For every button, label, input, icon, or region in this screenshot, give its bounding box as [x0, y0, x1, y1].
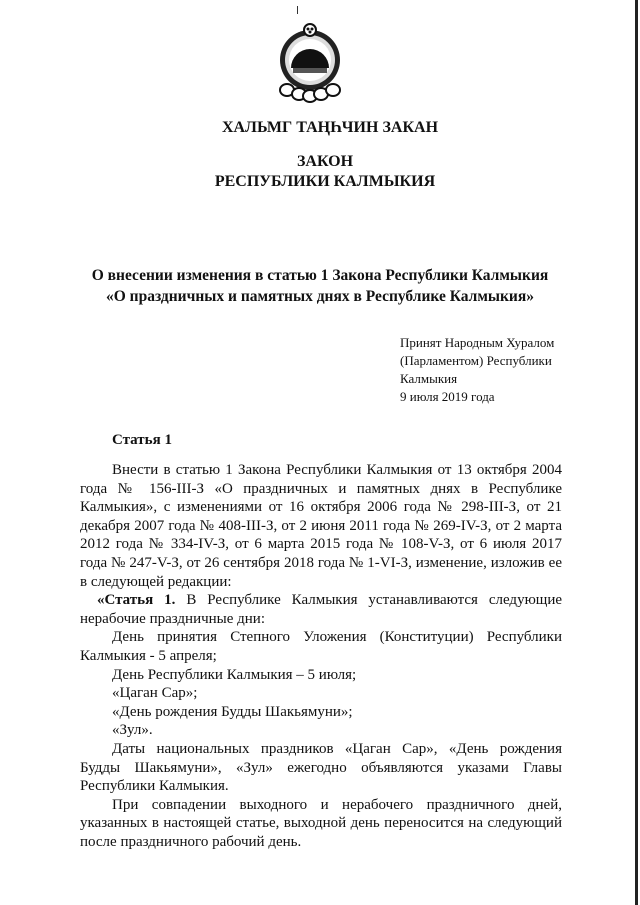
body-line: Даты национальных праздников «Цаган Сар», «День рождения	[112, 740, 562, 757]
article-body	[80, 461, 562, 851]
body-line: указанных в настоящей статье, выходной день переносится на следующий	[80, 815, 562, 832]
body-line: Калмыкия», с изменениями от 16 октября 2006 года № 298-III-З, от 21	[80, 499, 562, 516]
body-line: нерабочие праздничные дни:	[80, 610, 266, 627]
title-republic: РЕСПУБЛИКИ КАЛМЫКИЯ	[214, 173, 436, 190]
body-line: 2012 года № 334-IV-З, от 6 марта 2015 года № 108-V-З, от 6 июля 2017	[80, 536, 562, 553]
body-line: года № 247-V-З, от 26 сентября 2018 года № 1-VI-З, изменение, изложив ее	[80, 554, 562, 571]
body-line: декабря 2007 года № 408-III-З, от 2 июня 2011 года № 269-IV-З, от 2 марта	[80, 517, 562, 534]
heading-line-2: «О праздничных и памятных днях в Республике Калмыкия»	[105, 288, 534, 305]
body-line: после праздничного рабочий день.	[80, 833, 302, 850]
body-line: «День рождения Будды Шакьямуни»;	[112, 703, 353, 720]
adoption-line-2: (Парламентом) Республики	[400, 353, 552, 368]
body-line: «Зул».	[112, 722, 153, 739]
title-kalmyk: ХАЛЬМГ ТАҢҺЧИН ЗАКАН	[221, 119, 439, 136]
adoption-date: 9 июля 2019 года	[400, 389, 495, 404]
body-line: При совпадении выходного и нерабочего праздничного дней,	[112, 796, 562, 813]
body-line	[80, 591, 562, 610]
body-text: В Республике Калмыкия устанавливаются следующие	[186, 592, 563, 609]
body-line: Внести в статью 1 Закона Республики Калмыкия от 13 октября 2004	[112, 462, 562, 478]
body-line: Республики Калмыкия.	[80, 778, 229, 795]
article-1-label: «Статья 1.	[97, 592, 176, 609]
body-line: «Цаган Сар»;	[112, 685, 198, 702]
body-line: года № 156-III-З «О праздничных и памятных днях в Республике	[80, 480, 562, 497]
body-line: в следующей редакции:	[80, 573, 232, 590]
body-line: Калмыкия - 5 апреля;	[80, 647, 217, 664]
body-line: День принятия Степного Уложения (Конституции) Республики	[112, 629, 562, 646]
heading-line-1: О внесении изменения в статью 1 Закона Республики Калмыкия	[91, 267, 549, 284]
adoption-line-1: Принят Народным Хуралом	[400, 335, 555, 350]
body-line: День Республики Калмыкия – 5 июля;	[112, 666, 357, 683]
scan-mark	[297, 6, 298, 14]
adoption-note	[400, 334, 554, 406]
article-title: Статья 1	[112, 432, 172, 448]
coat-of-arms-emblem	[273, 20, 347, 104]
adoption-line-3: Калмыкия	[400, 371, 458, 386]
title-law: ЗАКОН	[296, 153, 354, 170]
body-line: Будды Шакьямуни», «Зул» ежегодно объявляются указами Главы	[80, 759, 562, 776]
